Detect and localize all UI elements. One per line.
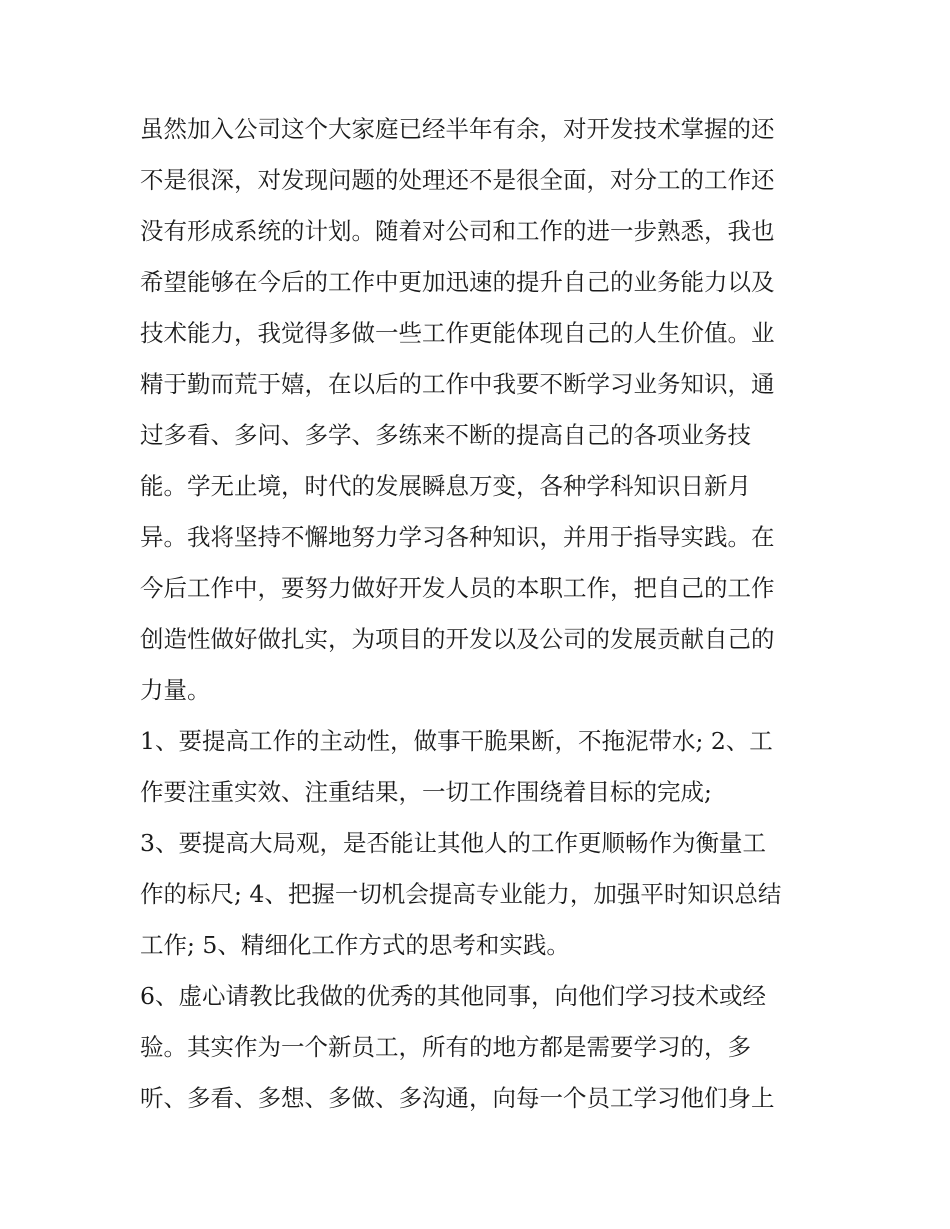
text-line: 精于勤而荒于嬉，在以后的工作中我要不断学习业务知识，通 (140, 370, 775, 398)
text-line: 能。学无止境，时代的发展瞬息万变，各种学科知识日新月 (140, 472, 751, 500)
text-line: 力量。 (140, 676, 211, 704)
text-line: 过多看、多问、多学、多练来不断的提高自己的各项业务技 (140, 421, 751, 449)
text-line: 没有形成系统的计划。随着对公司和工作的进一步熟悉，我也 (140, 217, 775, 245)
text-line: 希望能够在今后的工作中更加迅速的提升自己的业务能力以及 (140, 268, 775, 296)
text-line: 6、虚心请教比我做的优秀的其他同事，向他们学习技术或经 (140, 982, 766, 1010)
text-line: 虽然加入公司这个大家庭已经半年有余，对开发技术掌握的还 (140, 115, 775, 143)
text-line: 1、要提高工作的主动性，做事干脆果断，不拖泥带水; 2、工 (140, 727, 773, 755)
text-line: 工作; 5、精细化工作方式的思考和实践。 (140, 931, 570, 959)
text-line: 创造性做好做扎实，为项目的开发以及公司的发展贡献自己的 (140, 625, 775, 653)
text-line: 今后工作中，要努力做好开发人员的本职工作，把自己的工作 (140, 574, 775, 602)
document-body (140, 104, 812, 1124)
text-line: 3、要提高大局观，是否能让其他人的工作更顺畅作为衡量工 (140, 829, 766, 857)
text-line: 作的标尺; 4、把握一切机会提高专业能力，加强平时知识总结 (140, 880, 782, 908)
text-line: 验。其实作为一个新员工，所有的地方都是需要学习的，多 (140, 1033, 751, 1061)
text-line: 技术能力，我觉得多做一些工作更能体现自己的人生价值。业 (140, 319, 775, 347)
text-line: 异。我将坚持不懈地努力学习各种知识，并用于指导实践。在 (140, 523, 775, 551)
text-line: 不是很深，对发现问题的处理还不是很全面，对分工的工作还 (140, 166, 775, 194)
text-line: 听、多看、多想、多做、多沟通，向每一个员工学习他们身上 (140, 1084, 775, 1112)
text-line: 作要注重实效、注重结果，一切工作围绕着目标的完成; (140, 778, 712, 806)
